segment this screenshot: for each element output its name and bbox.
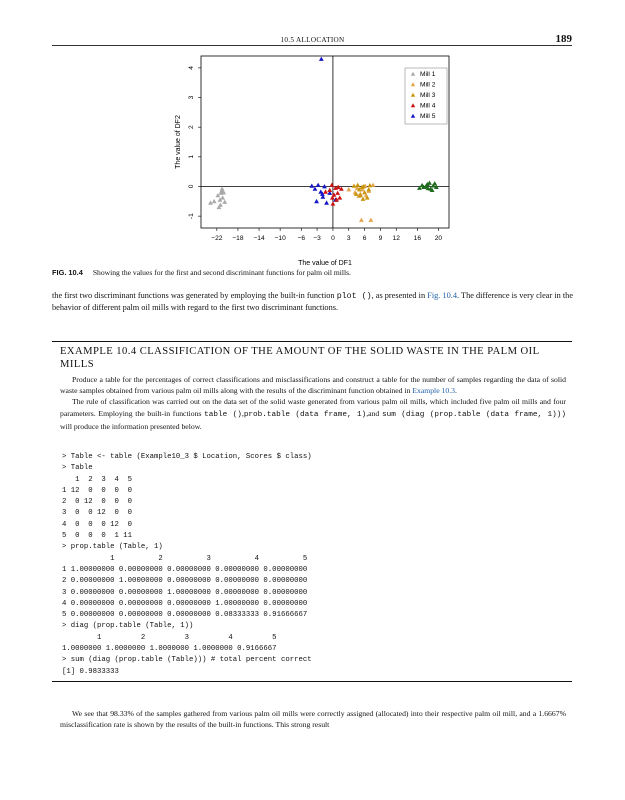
legend-label: Mill 1 xyxy=(420,71,436,78)
figure-caption-text: Showing the values for the first and second discriminant functions for palm oil mills. xyxy=(92,268,351,277)
y-tick-label: 1 xyxy=(188,154,195,159)
data-point xyxy=(346,187,351,191)
body-paragraph xyxy=(52,290,573,314)
figure-link[interactable]: Fig. 10.4 xyxy=(427,291,457,300)
code-line: 1.0000000 1.0000000 1.0000000 1.0000000 0.9166667 xyxy=(62,645,277,654)
code-line: 1 1.00000000 0.00000000 0.00000000 0.00000000 0.00000000 xyxy=(62,565,308,574)
r-code-output xyxy=(62,452,312,678)
page-number: 189 xyxy=(555,33,572,45)
data-point xyxy=(324,200,329,204)
example-top-rule xyxy=(52,341,572,342)
example-para2-sep1: , xyxy=(241,408,244,418)
code-line: 1 2 3 4 5 xyxy=(62,475,133,484)
example-link[interactable]: Example 10.3 xyxy=(412,386,455,396)
body-text-2: , as presented in xyxy=(371,291,428,300)
inline-code-table: table () xyxy=(204,410,242,419)
data-point xyxy=(335,191,340,195)
data-point xyxy=(316,183,321,187)
example-para1-text: Produce a table for the percentages of correct classifications and misclassifications and construct a table for the number of samples regarding the data of solid waste samples obtained from various palm oil mills along with the results of the discriminant function obtained in xyxy=(60,375,566,396)
code-line: 5 0.00000000 0.00000000 0.00000000 0.08333333 0.91666667 xyxy=(62,611,308,620)
code-line: 3 0 0 12 0 0 xyxy=(62,509,133,518)
x-tick-label: −3 xyxy=(313,235,321,242)
x-tick-label: −10 xyxy=(274,235,286,242)
y-tick-label: -1 xyxy=(188,213,195,220)
x-tick-label: 0 xyxy=(331,235,335,242)
code-line: > diag (prop.table (Table, 1)) xyxy=(62,622,194,631)
code-line: 1 2 3 4 5 xyxy=(62,554,308,563)
example-para2-end: will produce the information presented below. xyxy=(60,421,202,431)
data-points xyxy=(208,57,439,222)
data-point xyxy=(369,218,374,222)
y-tick-label: 4 xyxy=(188,66,195,70)
data-point xyxy=(432,181,437,185)
data-point xyxy=(329,183,334,187)
data-point xyxy=(222,200,227,204)
code-line: > Table xyxy=(62,464,93,473)
body-text-3: . The difference is very clear in the behavior of different palm oil mills with regard to the first two discriminant functions. xyxy=(52,291,573,313)
code-line: > prop.table (Table, 1) xyxy=(62,543,163,552)
code-line: > sum (diag (prop.table (Table))) # total percent correct xyxy=(62,656,312,665)
x-axis-label: The value of DF1 xyxy=(298,260,352,267)
data-point xyxy=(212,199,217,203)
y-tick-label: 2 xyxy=(188,125,195,130)
example-title: EXAMPLE 10.4 CLASSIFICATION OF THE AMOUNT OF THE SOLID WASTE IN THE PALM OIL MILLS xyxy=(60,346,540,370)
data-point xyxy=(337,195,342,199)
x-tick-label: 9 xyxy=(378,235,383,242)
code-line: 4 0.00000000 0.00000000 0.00000000 1.00000000 0.00000000 xyxy=(62,599,308,608)
code-line: 4 0 0 0 12 0 xyxy=(62,520,133,529)
example-paragraph-2 xyxy=(60,396,566,432)
legend-label: Mill 3 xyxy=(420,92,436,99)
data-point xyxy=(352,183,357,187)
code-line: 1 12 0 0 0 0 xyxy=(62,486,133,495)
code-line: 3 0.00000000 0.00000000 1.00000000 0.00000000 0.00000000 xyxy=(62,588,308,597)
legend-label: Mill 4 xyxy=(420,102,436,110)
code-line: 2 0.00000000 1.00000000 0.00000000 0.00000000 0.00000000 xyxy=(62,577,308,586)
data-point xyxy=(327,188,332,192)
figure-label: FIG. 10.4 xyxy=(52,268,83,277)
data-point xyxy=(355,183,360,187)
x-tick-label: 6 xyxy=(362,235,367,242)
code-line: 1 2 3 4 5 xyxy=(62,633,277,642)
inline-code-sum-diag: sum (diag (prop.table (data frame, 1))) xyxy=(381,410,566,419)
data-point xyxy=(218,202,223,206)
example-para2-text: The rule of classification was carried out on the data set of the solid waste generated from various palm oil mills, which included five palm oil mills and four parameters. Employing the built-in functions xyxy=(60,397,566,418)
code-line: 2 0 12 0 0 0 xyxy=(62,498,133,507)
x-tick-label: −22 xyxy=(211,235,223,242)
x-axis-ticks xyxy=(211,228,442,242)
code-line: 5 0 0 0 1 11 xyxy=(62,532,133,541)
data-point xyxy=(309,183,314,187)
y-axis-label: The value of DF2 xyxy=(175,115,182,169)
x-tick-label: −18 xyxy=(232,235,244,242)
x-tick-label: 20 xyxy=(434,235,443,242)
y-tick-label: 0 xyxy=(188,184,195,189)
x-tick-label: −6 xyxy=(297,235,306,242)
closing-paragraph: We see that 98.33% of the samples gathered from various palm oil mills were correctly assigned (allocated) into their respective palm oil mill, and a 1.6667% misclassification rate is shown by the results of the built-in functions. This strong result xyxy=(60,709,566,730)
example-bottom-rule xyxy=(52,681,572,682)
data-point xyxy=(331,201,336,205)
chart-legend xyxy=(405,68,447,124)
inline-code-plot: plot () xyxy=(336,292,372,301)
x-tick-label: 3 xyxy=(346,235,351,242)
data-point xyxy=(323,189,328,193)
data-point xyxy=(319,57,324,61)
example-para2-sep2: ,and xyxy=(366,408,382,418)
x-tick-label: −14 xyxy=(253,235,265,242)
example-body xyxy=(60,374,566,432)
example-paragraph-1 xyxy=(60,374,566,396)
y-axis-ticks xyxy=(188,66,201,219)
example-para1-end: . xyxy=(454,386,457,396)
data-point xyxy=(359,218,364,222)
discriminant-scatter-plot xyxy=(150,52,460,268)
x-tick-label: 16 xyxy=(413,235,422,242)
running-header: 10.5 ALLOCATION xyxy=(280,36,345,44)
body-text-1: the first two discriminant functions was generated by employing the built-in function xyxy=(52,291,337,300)
header-rule xyxy=(52,45,572,46)
x-tick-label: 12 xyxy=(392,235,400,242)
legend-label: Mill 5 xyxy=(420,113,436,120)
figure-caption xyxy=(52,268,572,277)
code-line: > Table <- table (Example10_3 $ Location, Scores $ class) xyxy=(62,453,312,461)
code-line: [1] 0.9833333 xyxy=(62,667,119,676)
y-tick-label: 3 xyxy=(188,95,195,100)
data-point xyxy=(220,195,225,199)
data-point xyxy=(314,199,319,203)
data-point xyxy=(367,183,372,187)
inline-code-prob-table: prob.table (data frame, 1) xyxy=(243,410,367,419)
legend-label: Mill 2 xyxy=(420,81,436,89)
